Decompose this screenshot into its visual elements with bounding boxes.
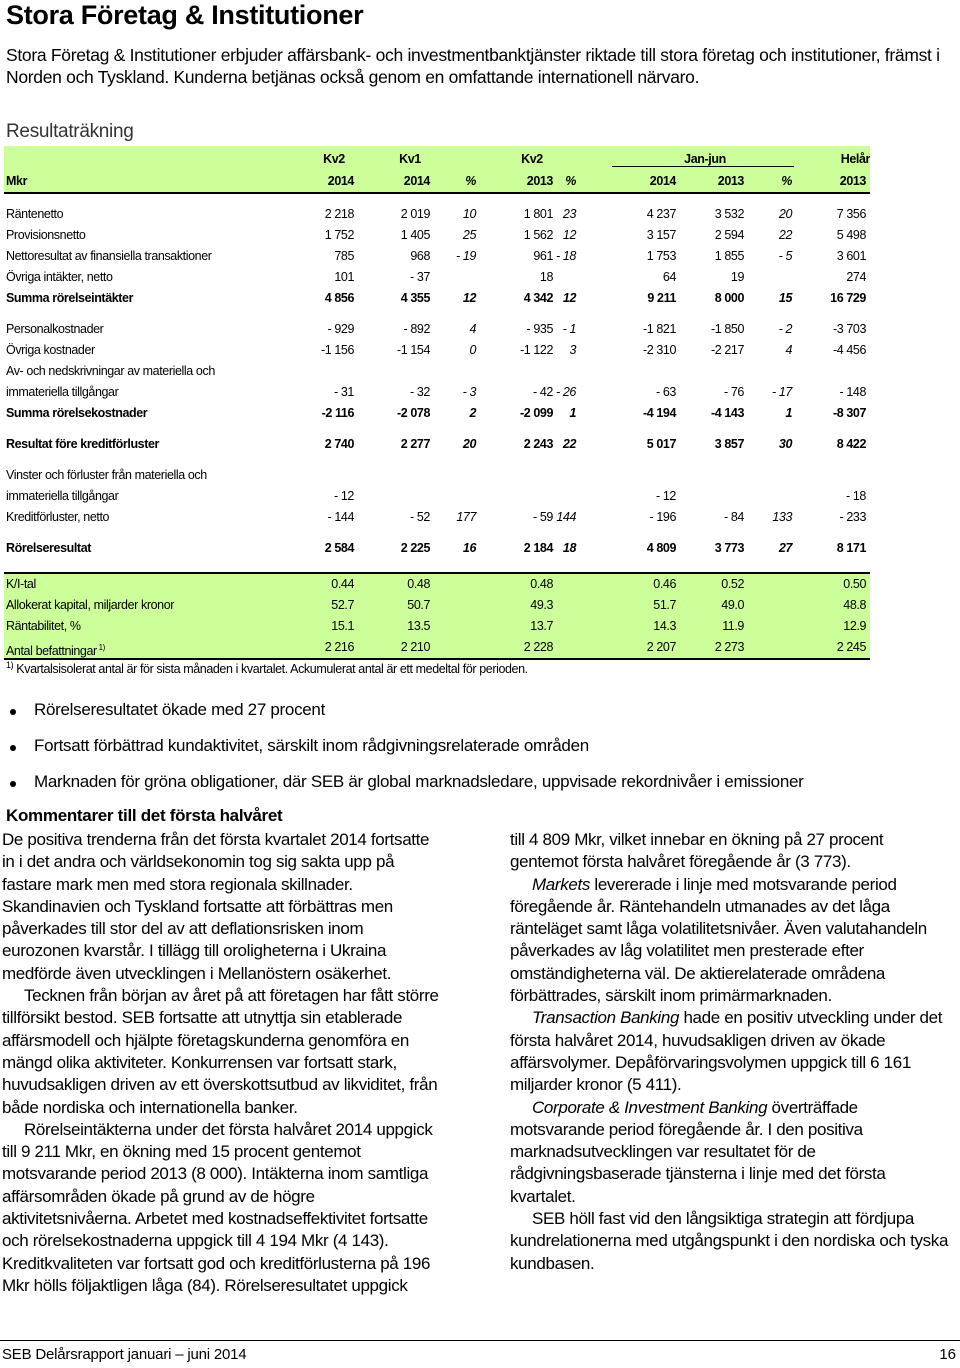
table-cell: - 2 bbox=[778, 322, 792, 336]
table-cell: 0.50 bbox=[843, 577, 866, 591]
table-cell: 50.7 bbox=[407, 598, 430, 612]
table-cell: 3 601 bbox=[836, 249, 866, 263]
left-column bbox=[2, 829, 444, 1297]
row-label: Personalkostnader bbox=[6, 322, 104, 336]
table-row bbox=[4, 319, 870, 340]
table-cell: 1 bbox=[785, 406, 792, 420]
table-cell: 12 bbox=[562, 228, 576, 242]
business-area-name: Markets bbox=[532, 874, 591, 894]
table-cell: 4 237 bbox=[646, 207, 676, 221]
table-cell: -2 310 bbox=[642, 343, 676, 357]
row-label: Antal befattningar $^{1)}$ bbox=[6, 643, 105, 659]
table-cell: 177 bbox=[456, 510, 476, 524]
table-cell: 9 211 bbox=[647, 291, 676, 305]
table-cell: 18 bbox=[562, 541, 576, 555]
table-cell: 785 bbox=[334, 249, 354, 263]
right-paragraph bbox=[510, 874, 950, 1008]
table-cell: 2 243 bbox=[523, 437, 553, 451]
table-cell: 4 856 bbox=[324, 291, 354, 305]
column-group-header: Helår bbox=[840, 152, 870, 166]
table-cell: 16 729 bbox=[830, 291, 866, 305]
table-cell: 64 bbox=[662, 270, 676, 284]
table-cell: 22 bbox=[562, 437, 576, 451]
table-cell: 968 bbox=[410, 249, 430, 263]
row-label: Nettoresultat av finansiella transaktioner bbox=[6, 249, 212, 263]
table-cell: 2 bbox=[469, 406, 476, 420]
left-paragraph: Rörelseintäkterna under det första halvåret 2014 uppgick till 9 211 Mkr, en ökning med 15 procent gentemot motsvarande period 2013 (8 000). Intäkterna inom samtliga affärsområden ökade på grund av de högre aktivitetsnivåerna. Arbetet med kostnadseffektivitet fortsatte och rörelsekostnaderna uppgick till 4 194 Mkr (4 143). Kreditkvaliteten var fortsatt god och kreditförlusterna på 196 Mkr hölls följaktligen låga (84). Rörelseresultatet uppgick bbox=[2, 1119, 433, 1295]
table-cell: 19 bbox=[730, 270, 744, 284]
kpi-row bbox=[4, 595, 870, 616]
table-row bbox=[4, 465, 870, 507]
column-group-header: Kv2 bbox=[323, 152, 345, 166]
table-cell: % bbox=[465, 174, 476, 188]
table-header-groups bbox=[4, 146, 870, 170]
table-cell: 961 bbox=[533, 249, 553, 263]
table-cell: - 892 bbox=[403, 322, 430, 336]
kpi-row bbox=[4, 572, 870, 595]
row-label: Allokerat kapital, miljarder kronor bbox=[6, 598, 175, 612]
table-row bbox=[4, 340, 870, 361]
table-row bbox=[4, 288, 870, 309]
table-cell: 23 bbox=[562, 207, 576, 221]
table-cell: 1 562 bbox=[523, 228, 553, 242]
table-cell: 2 594 bbox=[714, 228, 744, 242]
row-label: Rörelseresultat bbox=[6, 541, 92, 555]
table-cell: 52.7 bbox=[331, 598, 354, 612]
table-cell: 1 405 bbox=[400, 228, 430, 242]
table-cell: 8 171 bbox=[836, 541, 866, 555]
row-label: Övriga kostnader bbox=[6, 343, 95, 357]
table-cell: 25 bbox=[462, 228, 476, 242]
kpi-row bbox=[4, 637, 870, 660]
table-cell: 2 273 bbox=[714, 640, 744, 654]
bullet-text: Marknaden för gröna obligationer, där SEB är global marknadsledare, uppvisade rekordnivåer i emissioner bbox=[34, 772, 804, 791]
table-cell: - 148 bbox=[839, 385, 866, 399]
row-spacer bbox=[4, 455, 870, 465]
table-cell: 22 bbox=[778, 228, 792, 242]
table-cell: 0 bbox=[469, 343, 476, 357]
section-title: Resultaträkning bbox=[6, 121, 134, 142]
row-spacer bbox=[4, 528, 870, 538]
table-cell: - 929 bbox=[327, 322, 354, 336]
table-cell: 10 bbox=[462, 207, 476, 221]
table-cell: -1 821 bbox=[642, 322, 676, 336]
table-cell: 12 bbox=[562, 291, 576, 305]
table-cell: - 17 bbox=[772, 385, 792, 399]
table-cell: % bbox=[565, 174, 576, 188]
bullet-text: Rörelseresultatet ökade med 27 procent bbox=[34, 700, 325, 719]
table-cell: 2 218 bbox=[324, 207, 354, 221]
footnote bbox=[6, 660, 528, 676]
table-cell: 18 bbox=[539, 270, 553, 284]
row-label: Mkr bbox=[6, 174, 28, 188]
table-cell: - 5 bbox=[778, 249, 792, 263]
table-cell: -2 099 bbox=[519, 406, 553, 420]
income-statement-table bbox=[4, 146, 870, 660]
right-paragraph bbox=[510, 1097, 950, 1208]
table-header-row bbox=[4, 170, 870, 194]
table-cell: 2014 bbox=[403, 174, 430, 188]
table-cell: 2 245 bbox=[836, 640, 866, 654]
table-cell: 4 bbox=[785, 343, 792, 357]
footer-title: SEB Delårsrapport januari – juni 2014 bbox=[2, 1346, 247, 1363]
table-cell: 0.44 bbox=[331, 577, 354, 591]
table-cell: 15 bbox=[778, 291, 792, 305]
table-cell: - 84 bbox=[724, 510, 744, 524]
table-cell: -1 156 bbox=[320, 343, 354, 357]
row-label: Vinster och förluster från materiella och immateriella tillgångar bbox=[6, 468, 207, 503]
table-cell: 30 bbox=[778, 437, 792, 451]
row-label: Av- och nedskrivningar av materiella och immateriella tillgångar bbox=[6, 364, 215, 399]
table-cell: -2 078 bbox=[396, 406, 430, 420]
table-cell: - 18 bbox=[846, 489, 866, 503]
table-row bbox=[4, 225, 870, 246]
table-cell: 14.3 bbox=[653, 619, 676, 633]
table-cell: - 26 bbox=[556, 385, 576, 399]
right-paragraph-text: hade en positiv utveckling under det första halvåret 2014, huvudsakligen driven av ökade affärsvolymer. Depåförvaringsvolymen uppgick till 6 161 miljarder kronor (5 411). bbox=[510, 1008, 943, 1095]
table-cell: 2013 bbox=[717, 174, 744, 188]
table-row bbox=[4, 434, 870, 455]
table-cell: 2013 bbox=[839, 174, 866, 188]
table-cell: 48.8 bbox=[843, 598, 866, 612]
table-cell: % bbox=[781, 174, 792, 188]
comment-heading: Kommentarer till det första halvåret bbox=[6, 806, 283, 825]
table-row bbox=[4, 507, 870, 528]
row-label: Resultat före kreditförluster bbox=[6, 437, 160, 451]
table-cell: - 37 bbox=[410, 270, 430, 284]
bullet-dot-icon bbox=[10, 781, 16, 787]
table-cell: - 12 bbox=[656, 489, 676, 503]
table-cell: 13.5 bbox=[407, 619, 430, 633]
table-cell: - 144 bbox=[327, 510, 354, 524]
table-cell: 49.0 bbox=[721, 598, 744, 612]
table-cell: 101 bbox=[334, 270, 354, 284]
table-cell: - 196 bbox=[649, 510, 676, 524]
footnote-text: Kvartalsisolerat antal är för sista månaden i kvartalet. Ackumulerat antal är ett medeltal för perioden. bbox=[16, 662, 528, 677]
table-cell: 2014 bbox=[327, 174, 354, 188]
table-cell: 0.48 bbox=[530, 577, 553, 591]
jan-jun-underline bbox=[612, 166, 794, 167]
row-spacer bbox=[4, 424, 870, 434]
left-paragraph: De positiva trenderna från det första kvartalet 2014 fortsatte in i det andra och världsekonomin tog sig sakta upp på fastare mark men med stora regionala skillnader. Skandinavien och Tyskland fortsatte att förbättras men påverkades till stor del av att deflationsrisken inom eurozonen kvarstår. I tillägg till oroligheterna i Ukraina medförde även utvecklingen i Mellanöstern osäkerhet. bbox=[2, 830, 430, 983]
table-cell: -1 850 bbox=[710, 322, 744, 336]
table-cell: 12.9 bbox=[843, 619, 866, 633]
row-spacer bbox=[4, 559, 870, 572]
table-cell: 3 bbox=[569, 343, 576, 357]
table-cell: -4 143 bbox=[710, 406, 744, 420]
table-cell: -8 307 bbox=[832, 406, 866, 420]
table-cell: 7 356 bbox=[836, 207, 866, 221]
table-cell: - 3 bbox=[462, 385, 476, 399]
table-cell: 5 017 bbox=[646, 437, 676, 451]
table-cell: 1 753 bbox=[646, 249, 676, 263]
table-row bbox=[4, 538, 870, 559]
table-row bbox=[4, 267, 870, 288]
table-cell: 2 210 bbox=[400, 640, 430, 654]
footer-divider bbox=[0, 1340, 960, 1341]
table-cell: 2 207 bbox=[646, 640, 676, 654]
table-cell: 27 bbox=[778, 541, 792, 555]
table-cell: 4 342 bbox=[523, 291, 553, 305]
table-cell: -4 456 bbox=[832, 343, 866, 357]
table-cell: 49.3 bbox=[530, 598, 553, 612]
table-cell: 1 855 bbox=[714, 249, 744, 263]
table-cell: 274 bbox=[846, 270, 866, 284]
table-cell: - 31 bbox=[334, 385, 354, 399]
column-group-header: Kv1 bbox=[399, 152, 421, 166]
row-label: Summa rörelsekostnader bbox=[6, 406, 148, 420]
table-cell: -1 122 bbox=[519, 343, 553, 357]
table-cell: 1 bbox=[569, 406, 576, 420]
left-paragraph: Tecknen från början av året på att företagen har fått större tillförsikt bestod. SEB fortsatte att utnyttja sin etablerade affärsmodell och hjälpte företagskunderna genomföra en mängd olika aktiviteter. Konkurrensen var fortsatt stark, huvudsakligen driven av ett överskottsutbud av likviditet, från både nordiska och internationella banker. bbox=[2, 986, 439, 1117]
table-cell: 1 752 bbox=[324, 228, 354, 242]
bullet-dot-icon bbox=[10, 745, 16, 751]
table-cell: 12 bbox=[462, 291, 476, 305]
table-cell: 13.7 bbox=[530, 619, 553, 633]
row-spacer bbox=[4, 194, 870, 204]
table-cell: - 59 bbox=[533, 510, 553, 524]
right-paragraph-text: överträffade motsvarande period föregående år. I den positiva marknadsutvecklingen var resultatet för de rådgivningsbaserade tjänsterna i linje med det första kvartalet. bbox=[510, 1097, 886, 1206]
right-paragraph: SEB höll fast vid den långsiktiga strategin att fördjupa kundrelationerna med utgångspunkt i den nordiska och tyska kundbasen. bbox=[510, 1209, 949, 1273]
table-cell: 15.1 bbox=[331, 619, 354, 633]
table-row bbox=[4, 204, 870, 225]
table-cell: - 12 bbox=[334, 489, 354, 503]
row-label: Räntabilitet, % bbox=[6, 619, 81, 633]
kpi-row bbox=[4, 616, 870, 637]
table-cell: -1 154 bbox=[396, 343, 430, 357]
business-area-name: Corporate & Investment Banking bbox=[532, 1097, 768, 1117]
table-cell: 16 bbox=[462, 541, 476, 555]
table-cell: - 233 bbox=[839, 510, 866, 524]
table-cell: 2014 bbox=[649, 174, 676, 188]
table-cell: 8 422 bbox=[836, 437, 866, 451]
table-cell: -2 116 bbox=[321, 406, 354, 420]
table-cell: - 63 bbox=[656, 385, 676, 399]
table-cell: 3 157 bbox=[646, 228, 676, 242]
table-cell: 2 277 bbox=[400, 437, 430, 451]
table-cell: 2 584 bbox=[324, 541, 354, 555]
row-label: Kreditförluster, netto bbox=[6, 510, 110, 524]
row-label: Räntenetto bbox=[6, 207, 64, 221]
column-group-header: Kv2 bbox=[521, 152, 543, 166]
table-cell: -3 703 bbox=[832, 322, 866, 336]
column-group-header: Jan-jun bbox=[684, 152, 726, 166]
table-cell: 3 857 bbox=[714, 437, 744, 451]
row-label: Provisionsnetto bbox=[6, 228, 86, 242]
table-cell: - 18 bbox=[556, 249, 576, 263]
table-cell: 5 498 bbox=[836, 228, 866, 242]
table-cell: 0.48 bbox=[407, 577, 430, 591]
table-cell: 20 bbox=[462, 437, 476, 451]
right-column bbox=[510, 829, 950, 1275]
right-paragraph bbox=[510, 1007, 950, 1096]
table-cell: 4 355 bbox=[400, 291, 430, 305]
bullet-dot-icon bbox=[10, 709, 16, 715]
table-cell: - 1 bbox=[562, 322, 576, 336]
table-cell: - 19 bbox=[456, 249, 476, 263]
table-cell: 3 532 bbox=[714, 207, 744, 221]
table-row bbox=[4, 403, 870, 424]
table-cell: 2 184 bbox=[523, 541, 553, 555]
table-cell: 2 740 bbox=[324, 437, 354, 451]
table-cell: 2 216 bbox=[324, 640, 354, 654]
business-area-name: Transaction Banking bbox=[532, 1008, 680, 1028]
intro-text: Stora Företag & Institutioner erbjuder affärsbank- och investmentbanktjänster riktade till stora företag och institutioner, främst i Norden och Tyskland. Kunderna betjänas också genom en omfattande internationell närvaro. bbox=[6, 45, 940, 87]
table-row bbox=[4, 246, 870, 267]
table-cell: 2013 bbox=[526, 174, 553, 188]
table-cell: 4 809 bbox=[646, 541, 676, 555]
table-cell: 4 bbox=[469, 322, 476, 336]
bullet-text: Fortsatt förbättrad kundaktivitet, särskilt inom rådgivningsrelaterade områden bbox=[34, 736, 589, 755]
table-cell: - 935 bbox=[526, 322, 553, 336]
table-cell: 0.46 bbox=[653, 577, 676, 591]
page-number: 16 bbox=[939, 1346, 956, 1363]
table-cell: 2 225 bbox=[400, 541, 430, 555]
right-paragraph-text: levererade i linje med motsvarande period föregående år. Räntehandeln utmanades av det låga ränteläget samt låga volatilitetsnivåer. Även valutahandeln påverkades av låg volatilitet men presterade efter omständigheterna väl. De aktierelaterade områdena förbättrades, särskilt inom primärmarknaden. bbox=[510, 874, 927, 1006]
right-paragraph: till 4 809 Mkr, vilket innebar en ökning på 27 procent gentemot första halvåret föregående år (3 773). bbox=[510, 830, 884, 872]
table-cell: - 32 bbox=[410, 385, 430, 399]
table-cell: - 76 bbox=[724, 385, 744, 399]
row-spacer bbox=[4, 309, 870, 319]
table-cell: 51.7 bbox=[653, 598, 676, 612]
table-cell: 2 228 bbox=[523, 640, 553, 654]
table-cell: 0.52 bbox=[721, 577, 744, 591]
table-cell: 20 bbox=[778, 207, 792, 221]
page-title: Stora Företag & Institutioner bbox=[6, 0, 364, 30]
row-label: Summa rörelseintäkter bbox=[6, 291, 134, 305]
table-cell: 144 bbox=[556, 510, 576, 524]
row-label-footnote-marker: 1) bbox=[96, 643, 105, 652]
table-cell: - 42 bbox=[533, 385, 553, 399]
table-row bbox=[4, 361, 870, 403]
table-cell: -4 194 bbox=[642, 406, 676, 420]
table-cell: -2 217 bbox=[710, 343, 744, 357]
row-label: Övriga intäkter, netto bbox=[6, 270, 113, 284]
table-cell: - 52 bbox=[410, 510, 430, 524]
table-cell: 1 801 bbox=[523, 207, 553, 221]
table-cell: 3 773 bbox=[714, 541, 744, 555]
table-cell: 11.9 bbox=[722, 619, 744, 633]
footnote-marker: 1) bbox=[6, 660, 14, 670]
table-cell: 133 bbox=[772, 510, 792, 524]
table-cell: 2 019 bbox=[400, 207, 430, 221]
row-label: K/I-tal bbox=[6, 577, 36, 591]
table-cell: 8 000 bbox=[714, 291, 744, 305]
